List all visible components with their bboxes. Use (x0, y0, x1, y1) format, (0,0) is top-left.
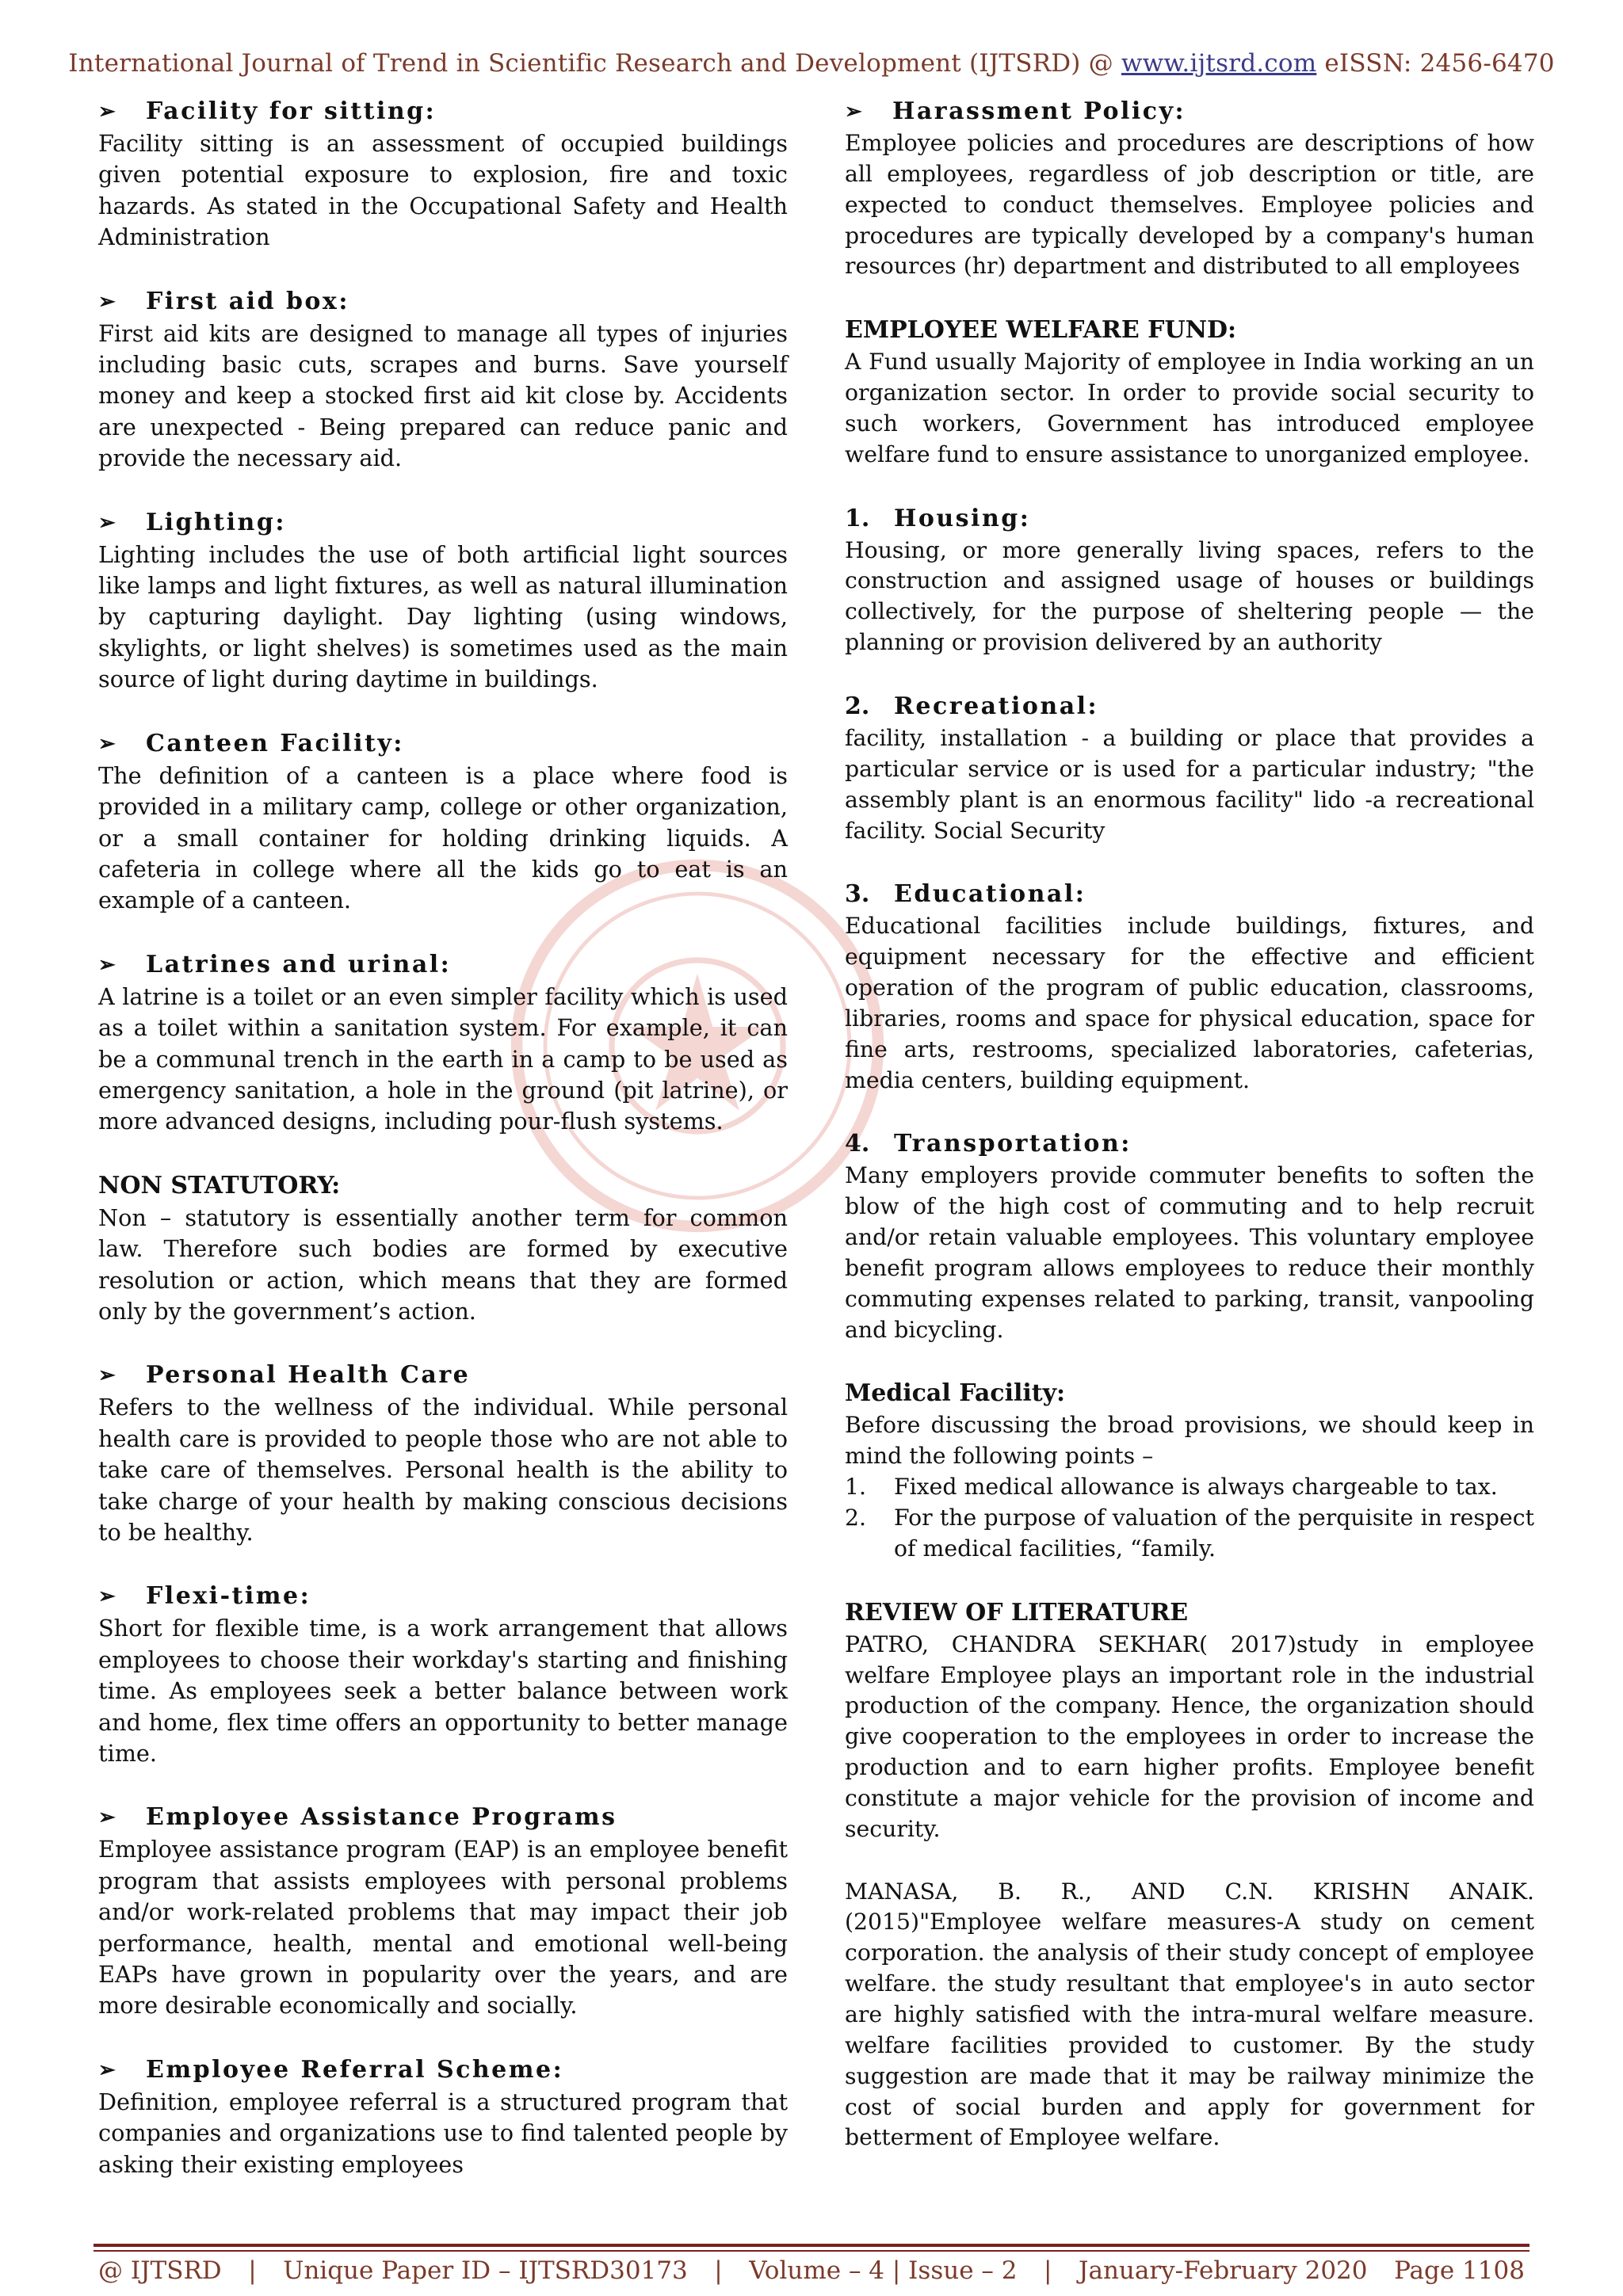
section-heading: NON STATUTORY: (98, 1171, 341, 1199)
section-body: A Fund usually Majority of employee in India working an un organization sector. In order to provide social security to such workers, Government has introduced employee welfare fund to ensure assistance to unorganized employee. (845, 349, 1534, 467)
section (98, 1169, 788, 1328)
list-item-number: 1. (845, 1474, 866, 1501)
footer-separator: | (714, 2256, 723, 2285)
list-item-text: For the purpose of valuation of the perquisite in respect of medical facilities, “family. (894, 1505, 1534, 1562)
section-heading-text: Educational: (894, 880, 1086, 909)
footer-journal: @ IJTSRD (98, 2256, 222, 2285)
section (98, 2054, 788, 2180)
section-body: Refers to the wellness of the individual. While personal health care is provided to people those who are not able to take care of themselves. Personal health is the ability to take charge of your health by making conscious decisions to be healthy. (98, 1394, 788, 1546)
section (845, 502, 1534, 658)
section (845, 1877, 1534, 2154)
section-heading-text: Lighting: (146, 508, 286, 536)
section-body: The definition of a canteen is a place where food is provided in a military camp, college or other organization, or a small container for holding drinking liquids. A cafeteria in college where all the kids go to eat is an example of a canteen. (98, 761, 788, 914)
running-header (0, 49, 1623, 78)
section-heading (98, 95, 788, 128)
section-body: A latrine is a toilet or an even simpler facility which is used as a toilet within a sanitation system. For example, it can be a communal trench in the earth in a camp to be used as emergency sanitation, a hole in the ground (pit latrine), or more advanced designs, including pour-flush systems. (98, 982, 788, 1135)
section-heading (98, 1801, 788, 1834)
footer-date: January-February 2020 (1079, 2256, 1368, 2285)
footer-rule-thin (94, 2250, 1529, 2252)
section (845, 690, 1534, 846)
section-body: Housing, or more generally living spaces, refers to the construction and assigned usage of houses or buildings collectively, for the purpose of sheltering people — the planning or provision delivered by an authority (845, 536, 1534, 656)
section-body: Lighting includes the use of both artificial light sources like lamps and light fixtures, as well as natural illumination by capturing daylight. Day lighting (using windows, skylights, or light shelves) is sometimes used as the main source of light during daytime in buildings. (98, 540, 788, 693)
footer-page-number: Page 1108 (1394, 2256, 1525, 2285)
arrow-bullet-icon: ➢ (98, 1585, 116, 1609)
footer-separator: | (1044, 2256, 1052, 2285)
arrow-bullet-icon: ➢ (845, 100, 862, 124)
running-footer (98, 2256, 1525, 2285)
section-heading (98, 2054, 788, 2087)
section-heading-text: Facility for sitting: (146, 97, 437, 125)
arrow-bullet-icon: ➢ (98, 1806, 116, 1830)
section-heading-text: Employee Referral Scheme: (146, 2055, 564, 2084)
section-heading: REVIEW OF LITERATURE (845, 1598, 1189, 1627)
section-body: MANASA, B. R., AND C.N. KRISHN ANAIK. (2015)"Employee welfare measures-A study on cement corporation. the analysis of their study concept of employee welfare. the study resultant that employee's in auto sector are highly satisfied with the intra-mural welfare measure. welfare facilities provided to customer. By the study suggestion are made that it may be railway minimize the cost of social burden and apply for government for betterment of Employee welfare. (845, 1878, 1534, 2151)
header-journal-title: International Journal of Trend in Scientific Research and Development (IJTSRD) @ (68, 49, 1113, 78)
section (845, 878, 1534, 1096)
section (845, 1596, 1534, 1845)
section-number: 1. (845, 504, 870, 532)
section-heading (98, 1359, 788, 1392)
header-issn: eISSN: 2456-6470 (1324, 49, 1555, 78)
footer-separator: | (248, 2256, 257, 2285)
section-body: Many employers provide commuter benefits to soften the blow of the high cost of commuting and to help recruit and/or retain valuable employees. This voluntary employee benefit program allows employees to reduce their monthly commuting expenses related to parking, transit, vanpooling and bicycling. (845, 1162, 1534, 1343)
section-heading: EMPLOYEE WELFARE FUND: (845, 316, 1237, 345)
footer-rule (94, 2244, 1529, 2247)
journal-website-link[interactable]: www.ijtsrd.com (1121, 49, 1317, 78)
section-heading-text: Transportation: (894, 1130, 1132, 1158)
section-heading (98, 1580, 788, 1613)
section-body: Short for flexible time, is a work arrangement that allows employees to choose their workday's starting and finishing time. As employees seek a better balance between work and home, flex time offers an opportunity to better manage time. (98, 1615, 788, 1768)
section-heading-text: Latrines and urinal: (146, 950, 452, 978)
section-heading-text: Employee Assistance Programs (146, 1803, 617, 1832)
section-heading-text: First aid box: (146, 287, 349, 315)
section (98, 948, 788, 1138)
section-heading (98, 948, 788, 982)
right-column (845, 95, 1534, 2185)
section-body: Educational facilities include buildings, fixtures, and equipment necessary for the effective and efficient operation of the program of public education, classrooms, libraries, rooms and space for physical education, space for fine arts, restrooms, specialized laboratories, cafeterias, media centers, building equipment. (845, 913, 1534, 1093)
section-number: 4. (845, 1130, 870, 1158)
section (98, 1580, 788, 1769)
arrow-bullet-icon: ➢ (98, 952, 116, 977)
section-body: Employee assistance program (EAP) is an employee benefit program that assists employees with personal problems and/or work-related problems that may impact their job performance, health, mental and emotional well-being EAPs have grown in popularity over the years, and are more desirable economically and socially. (98, 1836, 788, 2019)
section-number: 3. (845, 880, 870, 909)
section-heading-text: Recreational: (894, 692, 1099, 720)
section-body: Non – statutory is essentially another term for common law. Therefore such bodies are formed by executive resolution or action, which means that they are formed only by the government’s action. (98, 1203, 788, 1325)
list-item-text: Fixed medical allowance is always chargeable to tax. (894, 1474, 1498, 1501)
section (98, 506, 788, 696)
section-number: 2. (845, 692, 870, 720)
section (98, 285, 788, 475)
section (845, 1127, 1534, 1345)
section-heading (845, 1127, 1534, 1161)
section (845, 1377, 1534, 1564)
section-heading-text: Personal Health Care (146, 1361, 471, 1390)
footer-volume-issue: Volume – 4 | Issue – 2 (749, 2256, 1018, 2285)
section-body: Facility sitting is an assessment of occupied buildings given potential exposure to explosion, fire and toxic hazards. As stated in the Occupational Safety and Health Administration (98, 130, 788, 251)
footer-paper-id: Unique Paper ID – IJTSRD30173 (283, 2256, 688, 2285)
arrow-bullet-icon: ➢ (98, 100, 116, 124)
section-body: facility, installation - a building or place that provides a particular service or is used for a particular industry; "the assembly plant is an enormous facility" lido -a recreational facility. Social Security (845, 724, 1534, 844)
section-heading (845, 502, 1534, 536)
numbered-list (845, 1472, 1534, 1565)
section-body: First aid kits are designed to manage all types of injuries including basic cuts, scrapes and burns. Save yourself money and keep a stocked first aid kit close by. Accidents are unexpected - Being prepared can reduce panic and provide the necessary aid. (98, 319, 788, 472)
section-body: PATRO, CHANDRA SEKHAR( 2017)study in employee welfare Employee plays an important role in the industrial production of the company. Hence, the organization should give cooperation to the employees in order to increase the production and to earn higher profits. Employee benefit constitute a major vehicle for the provision of income and security. (845, 1630, 1534, 1842)
section-heading-text: Canteen Facility: (146, 729, 404, 757)
section-body: Definition, employee referral is a structured program that companies and organizations use to find talented people by asking their existing employees (98, 2088, 788, 2178)
section-body: Employee policies and procedures are descriptions of how all employees, regardless of job description or title, are expected to conduct themselves. Employee policies and procedures are typically developed by a company's human resources (hr) department and distributed to all employees (845, 130, 1534, 280)
section-heading-text: Housing: (894, 504, 1031, 532)
arrow-bullet-icon: ➢ (98, 289, 116, 314)
arrow-bullet-icon: ➢ (98, 510, 116, 535)
section-heading: Medical Facility: (845, 1379, 1066, 1408)
list-item (845, 1503, 1534, 1565)
section (98, 1801, 788, 2021)
section-heading (845, 95, 1534, 128)
section-heading (98, 727, 788, 761)
section-heading (845, 878, 1534, 911)
left-column (98, 95, 788, 2212)
section-heading (845, 690, 1534, 723)
list-item (845, 1472, 1534, 1503)
arrow-bullet-icon: ➢ (98, 2058, 116, 2082)
section (845, 95, 1534, 282)
section-heading (98, 506, 788, 540)
section (98, 95, 788, 254)
arrow-bullet-icon: ➢ (98, 1363, 116, 1388)
section (98, 727, 788, 917)
section (98, 1359, 788, 1548)
arrow-bullet-icon: ➢ (98, 731, 116, 756)
section-body: Before discussing the broad provisions, we should keep in mind the following points – (845, 1412, 1534, 1470)
list-item-number: 2. (845, 1505, 866, 1531)
section-heading-text: Flexi-time: (146, 1582, 311, 1611)
section-heading-text: Harassment Policy: (892, 97, 1186, 125)
section (845, 314, 1534, 470)
section-heading (98, 285, 788, 318)
